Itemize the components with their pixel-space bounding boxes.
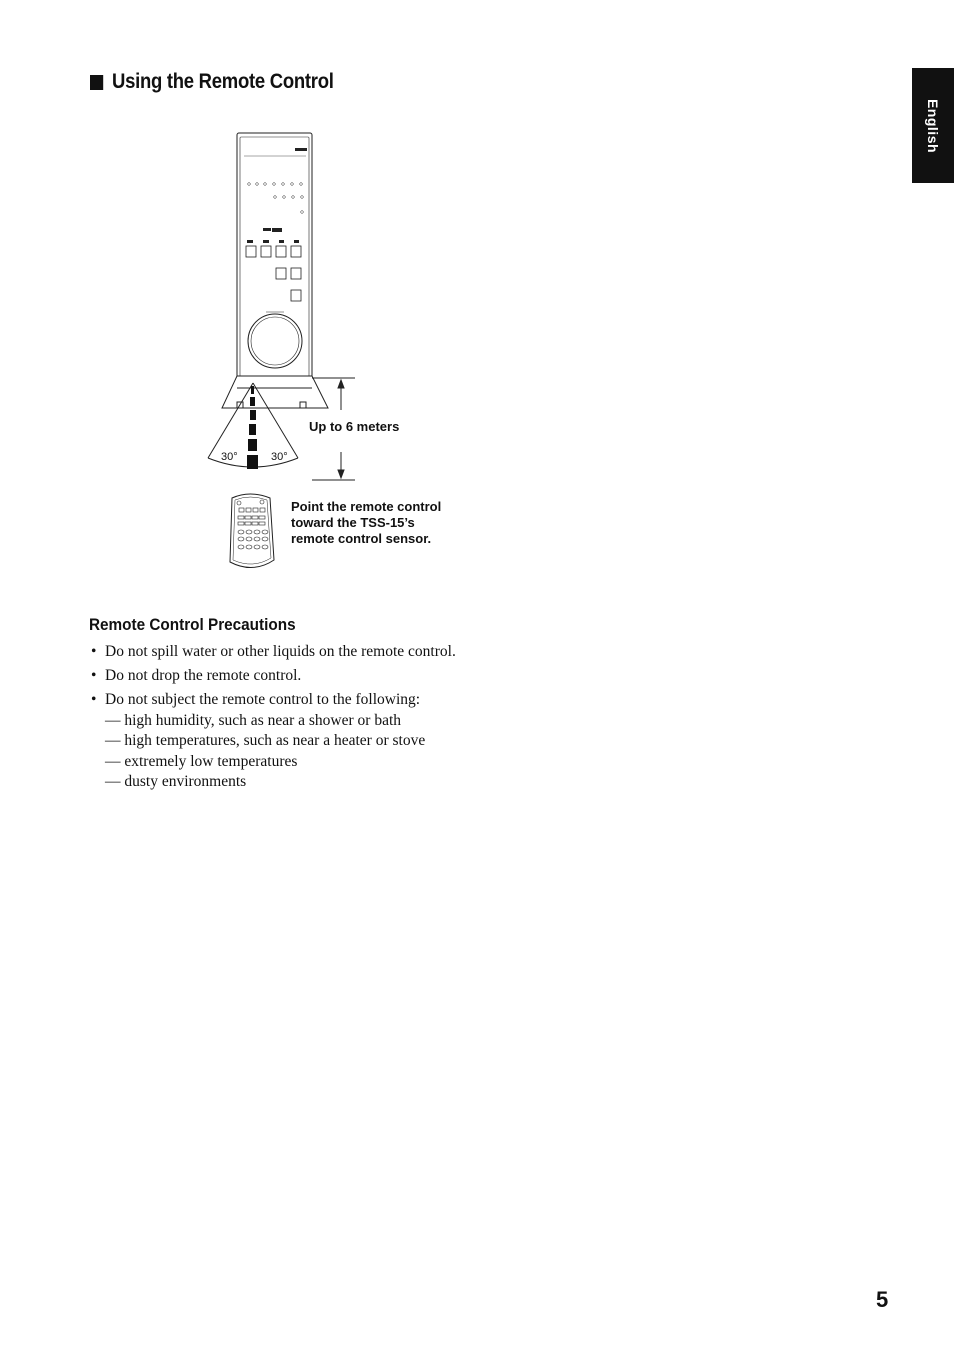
page-number: 5 (876, 1287, 889, 1312)
pointing-instruction-line: Point the remote control (291, 499, 442, 514)
remote-range-illustration (0, 0, 954, 600)
pointing-instruction-line: toward the TSS-15’s (291, 515, 415, 530)
distance-label: Up to 6 meters (309, 419, 400, 434)
list-item: • Do not subject the remote control to the following: — high humidity, such as near a shower or bath — high temperatures, such as near a heater or stove — extremely low temperatures — dusty environments (89, 690, 649, 793)
precautions-heading: Remote Control Precautions (89, 615, 296, 634)
condition-item: — extremely low temperatures (105, 752, 298, 770)
condition-item: — dusty environments (105, 773, 247, 790)
list-item: • Do not spill water or other liquids on the remote control. (89, 642, 649, 663)
list-item: • Do not drop the remote control. (89, 666, 649, 687)
angle-right-label: 30° (271, 451, 288, 463)
precautions-list (89, 642, 649, 796)
pointing-instruction (291, 499, 441, 547)
language-tab-label: English (925, 98, 941, 153)
section-title: Using the Remote Control (112, 70, 334, 93)
subwoofer-drawing (222, 133, 328, 408)
condition-item: — high temperatures, such as near a heater or stove (105, 732, 426, 749)
remote-control-drawing (230, 494, 274, 568)
condition-item: — high humidity, such as near a shower or bath (105, 711, 402, 729)
angle-left-label: 30° (221, 451, 238, 463)
pointing-instruction-line: remote control sensor. (291, 531, 432, 546)
